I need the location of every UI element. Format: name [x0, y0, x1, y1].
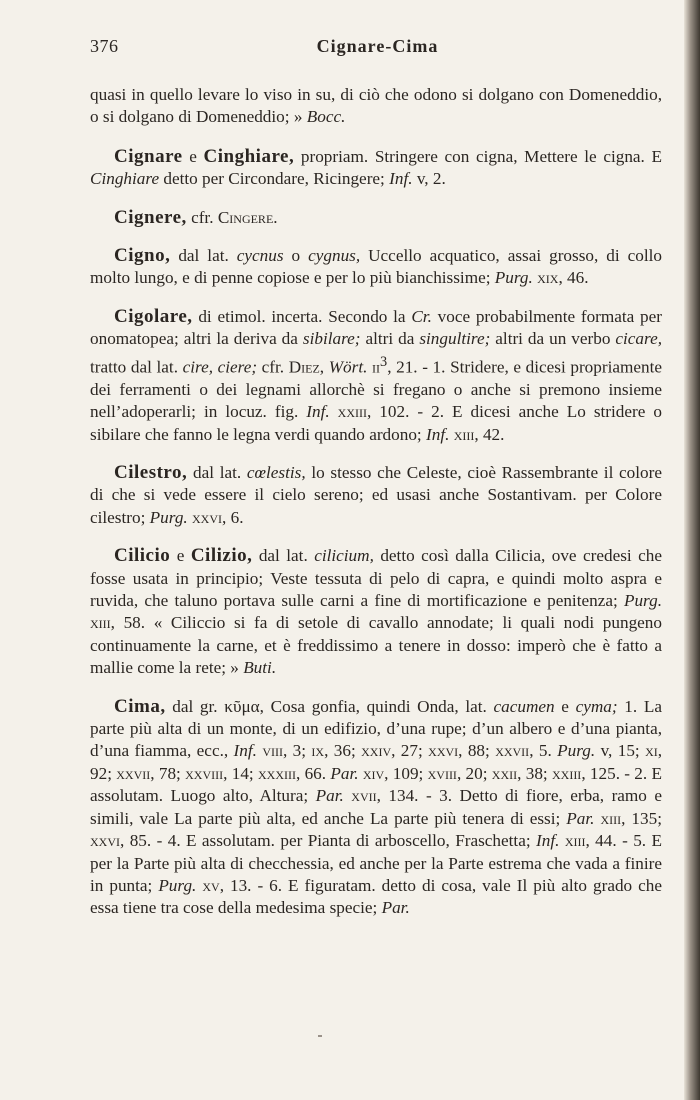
small-caps-ref: xix	[532, 268, 559, 288]
text-run: v, 15;	[595, 741, 646, 761]
italic-term: cyma;	[575, 696, 618, 716]
text-run: , 109;	[384, 763, 428, 783]
page-edge-shadow	[684, 0, 700, 1100]
text-run: , 6.	[222, 507, 244, 527]
italic-term: cire, ciere;	[182, 357, 258, 377]
headword: Cigolare,	[114, 305, 193, 327]
page-body	[90, 84, 662, 936]
text-run: , 85. - 4. E assolutam. per Pianta di arboscello, Fraschetta;	[120, 831, 537, 851]
text-run: di etimol. incerta. Secondo la	[192, 306, 412, 326]
citation: Inf.	[233, 741, 257, 761]
citation: Par.	[566, 808, 595, 828]
headword: Cigno,	[114, 245, 171, 267]
text-run: , 66.	[295, 763, 331, 783]
entry-text	[90, 245, 662, 290]
text-run: , 78;	[150, 763, 186, 783]
text-run: altri da un verbo	[490, 329, 616, 349]
italic-term: singultire;	[419, 329, 491, 349]
text-run: , 42.	[474, 424, 505, 444]
small-caps-ref: xxviii	[185, 763, 224, 783]
text-run: Cosa gonfia, quindi Onda, lat.	[263, 696, 494, 716]
text-run: , 135;	[621, 808, 662, 828]
text-run: cfr.	[186, 207, 218, 227]
small-caps-ref: xxiv	[361, 741, 392, 761]
small-caps-ref: Diez	[288, 357, 320, 377]
entry-text	[90, 84, 662, 129]
citation: Buti.	[243, 658, 277, 678]
italic-term: sibilare;	[302, 329, 361, 349]
text-run: e	[170, 546, 191, 566]
small-caps-ref: xiv	[358, 763, 385, 783]
page-header	[90, 36, 665, 66]
text-run: lo stesso che Celeste, cioè Rassembrante il colore di che si vede essere il cielo sereno; ed usasi anche Sostantivam. per Colore cilestro;	[90, 463, 662, 527]
small-caps-ref: xviii	[427, 763, 457, 783]
small-caps-ref: xiii	[559, 831, 586, 851]
citation: Par.	[315, 786, 344, 806]
small-caps-ref: xxvi	[90, 831, 120, 851]
headword: Cignere,	[114, 206, 187, 228]
entry-cigolare	[90, 306, 662, 446]
text-run: , 27;	[391, 741, 429, 761]
text-run: , 13. - 6. E figuratam. detto di cosa, vale Il più alto grado che essa tiene tra cose della medesima specie;	[90, 875, 662, 918]
text-run: , 58. « Ciliccio si fa di setole di cavallo annodate; li quali nodi pungeno continuamente la carne, et è freddissimo a tenere in dosso: imperò che è fatto a mallie come la rete; »	[90, 613, 662, 678]
text-run: , 36;	[324, 741, 362, 761]
small-caps-ref: xv	[196, 875, 220, 895]
headword: Cinghiare,	[203, 145, 295, 167]
entry-cignere	[90, 207, 662, 229]
entry-continuation	[90, 84, 662, 129]
text-run: quasi in quello levare lo viso in su, di ciò che odono si dolgano con Domeneddio, o si dolgano di Domeneddio; »	[90, 85, 662, 127]
text-run: , 5.	[529, 741, 558, 761]
text-run: 1. La parte più alta di un monte, di un edifizio, d’una rupe; d’un albero e d’una pianta, d’una fiamma, ecc.,	[90, 696, 662, 761]
small-caps-ref: xxvi	[428, 741, 459, 761]
text-run: , 14;	[223, 763, 258, 783]
entry-text	[90, 696, 662, 920]
italic-term: cacumen	[493, 696, 555, 716]
small-caps-ref: xiii	[449, 424, 475, 444]
small-caps-ref: xi	[645, 741, 658, 761]
citation: Inf.	[306, 402, 330, 422]
entry-cima	[90, 696, 662, 920]
text-run: , 46.	[558, 268, 589, 288]
headword: Cilizio,	[190, 545, 253, 567]
entry-text	[90, 207, 662, 229]
running-head: Cignare-Cima	[316, 36, 439, 56]
italic-term: Cr.	[411, 306, 432, 326]
small-caps-ref: xxvi	[187, 507, 223, 527]
entry-text	[90, 545, 662, 679]
citation: Par.	[330, 763, 359, 783]
text-run: , 92;	[90, 741, 663, 783]
text-run: detto per Circondare, Ricingere;	[159, 169, 390, 189]
headword: Cima,	[114, 695, 166, 717]
small-caps-ref: ii	[367, 357, 381, 377]
text-run: dal lat.	[170, 246, 237, 266]
small-caps-ref: xiii	[90, 613, 111, 633]
text-run: dal lat.	[252, 546, 315, 566]
italic-term: cygnus,	[308, 246, 361, 266]
headword: Cilicio	[114, 545, 171, 567]
text-run: e	[554, 696, 576, 716]
text-run: , 20;	[456, 763, 492, 783]
text-run: , 102. - 2. E dicesi anche Lo stridere o sibilare che fanno le legna verdi quando ardono;	[90, 402, 662, 444]
citation: Par.	[381, 898, 410, 918]
small-caps-ref: xxxiii	[257, 763, 296, 783]
citation: Inf.	[536, 831, 560, 851]
entry-text	[90, 146, 662, 191]
small-caps-ref: xxiii	[329, 402, 367, 422]
text-run: o	[283, 246, 309, 266]
greek-word: κῦμα,	[224, 696, 264, 716]
small-caps-ref: ix	[311, 741, 325, 761]
citation: Purg.	[557, 741, 596, 761]
entry-text	[90, 462, 662, 529]
entry-text	[90, 306, 662, 446]
italic-term: cilicium,	[314, 546, 374, 566]
headword: Cignare	[114, 145, 183, 167]
citation: Purg.	[494, 268, 533, 288]
italic-term: Wört.	[328, 357, 368, 377]
small-caps-ref: xxvii	[116, 763, 151, 783]
citation: Inf.	[389, 169, 413, 189]
entry-cilestro	[90, 462, 662, 529]
citation: Purg.	[158, 875, 197, 895]
headword: Cilestro,	[114, 462, 188, 484]
page-number: 376	[90, 36, 119, 56]
citation: Purg.	[623, 591, 662, 611]
text-run: , 88;	[458, 741, 496, 761]
italic-term: Cinghiare	[90, 169, 160, 189]
small-caps-ref: xxvii	[495, 741, 530, 761]
text-run: detto così dalla Cilicia, ove credesi che fosse usata in principio; Veste tessuta di pelo di capra, e quindi molto aspra e ruvida, che taluno portava sulle carni a fine di mortificazione e penitenza;	[90, 546, 662, 611]
small-caps-ref: xiii	[594, 808, 622, 828]
citation: Purg.	[149, 507, 188, 527]
small-caps-ref: xxii	[491, 763, 518, 783]
text-run: voce probabilmente formata per onomatopea; altri la deriva da	[90, 306, 662, 349]
entry-cilicio	[90, 545, 662, 679]
small-caps-ref: xvii	[343, 786, 377, 806]
citation: Bocc.	[306, 107, 346, 127]
italic-term: cœlestis,	[246, 463, 306, 483]
text-run: , 3;	[282, 741, 312, 761]
ink-mark	[318, 1035, 322, 1037]
text-run: , 125. - 2. E assolutam. Luogo alto, Altura;	[90, 763, 662, 806]
text-run: altri da	[360, 329, 420, 349]
small-caps-ref: Cingere.	[217, 207, 278, 227]
entry-cignare	[90, 146, 662, 191]
small-caps-ref: viii	[256, 741, 283, 761]
italic-term: cycnus	[236, 246, 284, 266]
italic-term: cicare,	[615, 329, 662, 349]
text-run: Uccello acquatico, assai grosso, di collo molto lungo, e di penne copiose e per lo più bianchissime;	[90, 246, 662, 288]
entry-cigno	[90, 245, 662, 290]
citation: Inf.	[426, 424, 450, 444]
superscript: 3	[380, 353, 388, 370]
text-run: dal lat.	[187, 463, 247, 483]
text-run: ,	[319, 357, 329, 377]
text-run: v, 2.	[412, 169, 446, 189]
text-run: , 134. - 3. Detto di fiore, erba, ramo e simili, vale La parte più alta, ed anche La parte più tenera di essi;	[90, 786, 662, 828]
text-run: , 44. - 5. E per la Parte più alta di checchessia, ed anche per la Parte estrema che vada a finire in punta;	[90, 831, 662, 895]
text-run: propriam. Stringere con cigna, Mettere le cigna. E	[294, 146, 662, 166]
text-run: , 21. - 1. Stridere, e dicesi propriamente dei ferramenti o dei legnami allorchè si fregano o anche si premono insieme nell’adoperarli; in locuz. fig.	[90, 357, 662, 422]
text-run: dal gr.	[165, 696, 225, 716]
text-run: tratto dal lat.	[90, 357, 183, 377]
text-run: cfr.	[257, 357, 289, 377]
text-run: e	[182, 146, 204, 166]
text-run: , 38;	[517, 763, 552, 783]
small-caps-ref: xxiii	[551, 763, 582, 783]
